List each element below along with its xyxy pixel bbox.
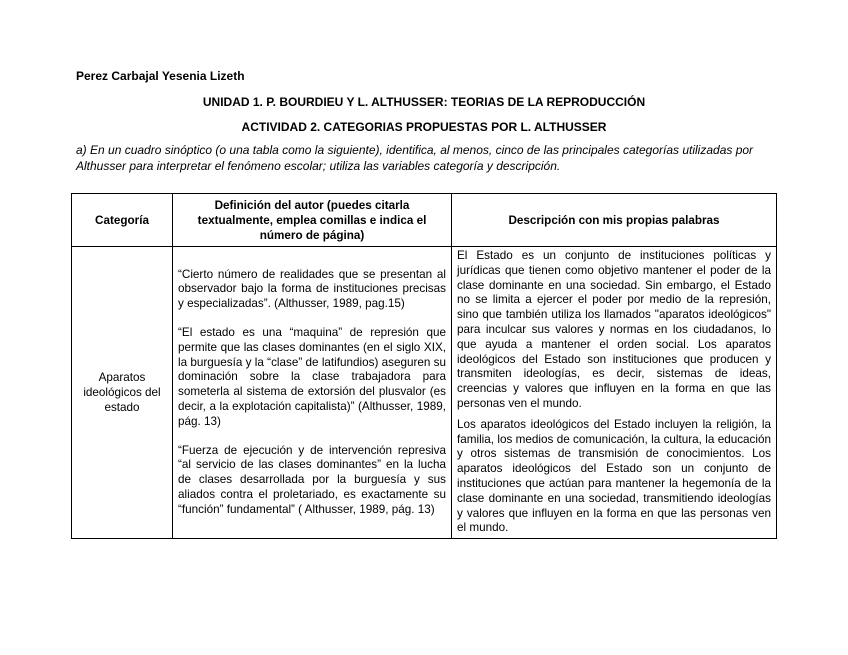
description-paragraph: El Estado es un conjunto de instituciones políticas y jurídicas que tienen como objetivo mantener el poder de la clase dominante en una sociedad. Sin embargo, el Estado no se limita a ejercer el poder por medio de la represión, sino que también utiliza los llamados "aparatos ideológicos" para inculcar sus valores y normas en los ciudadanos, lo que ayuda a mantener el orden social. Los aparatos ideológicos del Estado son instituciones que producen y transmiten ideologías, es decir, sistemas de ideas, creencias y valores que influyen en la forma en que las personas ven el mundo.	[457, 249, 771, 410]
table-row	[72, 247, 777, 539]
categories-table	[71, 193, 777, 539]
unit-title: UNIDAD 1. P. BOURDIEU Y L. ALTHUSSER: TEORIAS DE LA REPRODUCCIÓN	[202, 95, 646, 109]
definition-quote: “El estado es una “maquina” de represión que permite que las clases dominantes (en el siglo XIX, la burguesía y la “clase” de latifundios) aseguren su dominación sobre la clase trabajadora para someterla al sistema de extorsión del plusvalor (es decir, a la explotación capitalista)” (Althusser, 1989, pág. 13)	[178, 325, 446, 428]
header-category: Categoría	[72, 194, 173, 247]
description-cell	[452, 247, 777, 539]
description-paragraph: Los aparatos ideológicos del Estado incluyen la religión, la familia, los medios de comunicación, la cultura, la educación y otros sistemas de transmisión de conocimientos. Los aparatos ideológicos del Estado son un conjunto de instituciones que actúan para mantener la hegemonía de la clase dominante en una sociedad, transmitiendo ideologías y valores que influyen en la forma en que las personas ven el mundo.	[457, 417, 771, 535]
author-name: Perez Carbajal Yesenia Lizeth	[76, 69, 245, 83]
definition-quote: “Cierto número de realidades que se presentan al observador bajo la forma de instituciones precisas y especializadas”. (Althusser, 1989, pag.15)	[178, 267, 446, 311]
category-cell: Aparatos ideológicos del estado	[72, 247, 173, 539]
definition-cell	[173, 247, 452, 539]
header-description: Descripción con mis propias palabras	[452, 194, 777, 247]
activity-title: ACTIVIDAD 2. CATEGORIAS PROPUESTAS POR L. ALTHUSSER	[241, 120, 607, 134]
definition-quote: “Fuerza de ejecución y de intervención represiva “al servicio de las clases dominantes” en la lucha de clases desarrollada por la burguesía y sus aliados contra el proletariado, es exactamente su “función” fundamental” ( Althusser, 1989, pág. 13)	[178, 443, 446, 516]
header-definition: Definición del autor (puedes citarla textualmente, emplea comillas e indica el número de página)	[173, 194, 452, 247]
table-header-row	[72, 194, 777, 247]
instructions-text: a) En un cuadro sinóptico (o una tabla como la siguiente), identifica, al menos, cinco de las principales categorías utilizadas por Althusser para interpretar el fenómeno escolar; utiliza las variables categoría y descripción.	[76, 143, 754, 173]
